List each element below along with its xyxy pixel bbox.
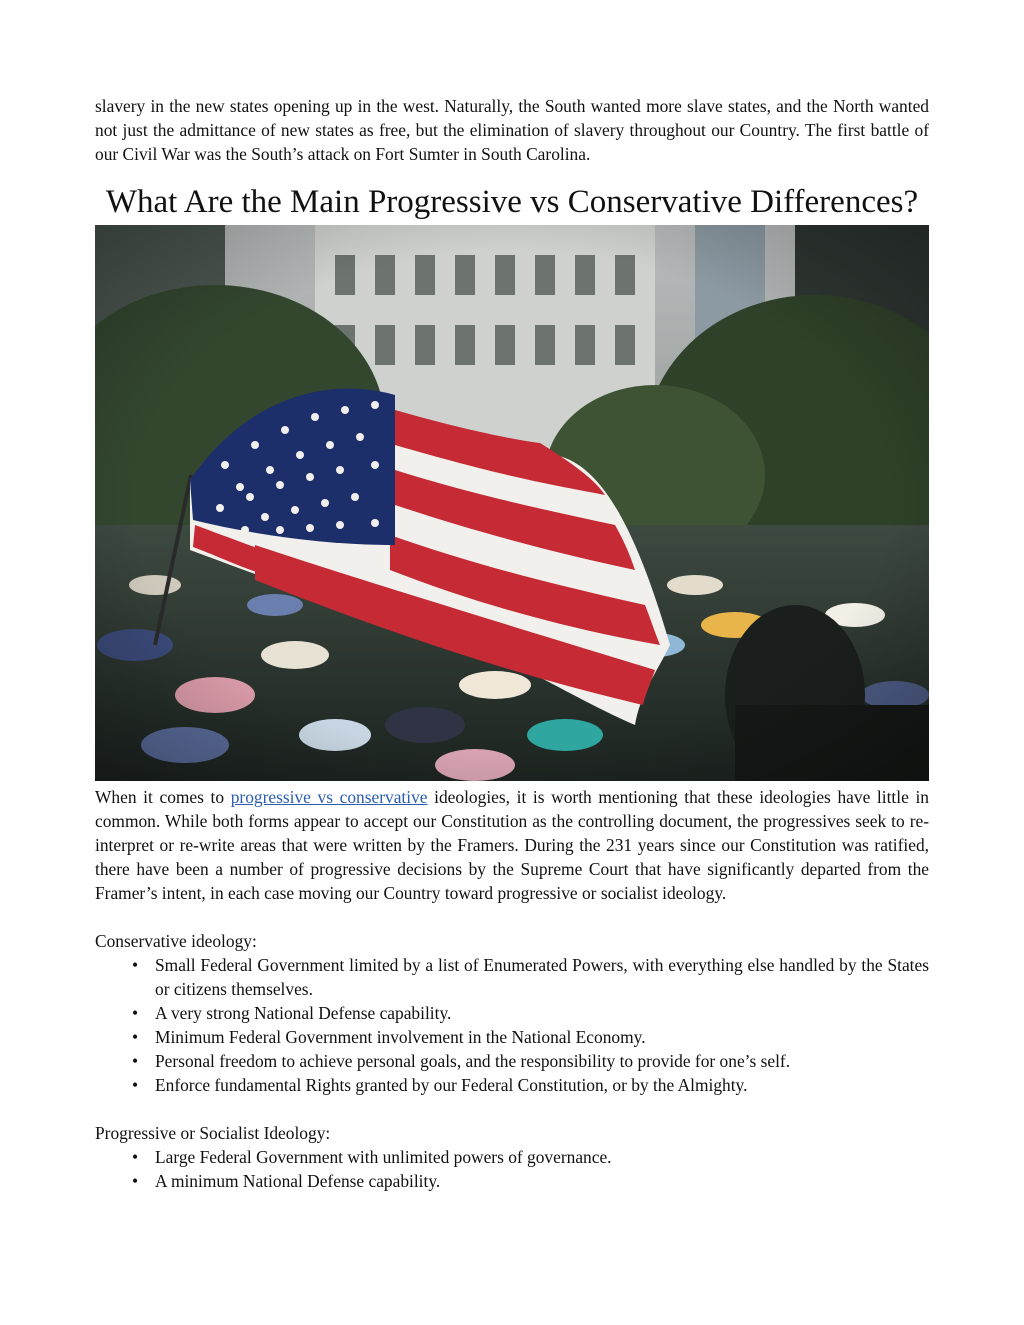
bullet-icon: • — [131, 955, 139, 975]
intro-paragraph: slavery in the new states opening up in the west. Naturally, the South wanted more slave states, and the North wanted not just the admittance of new states as free, but the elimination of slavery throughout our Country. The first battle of our Civil War was the South’s attack on Fort Sumter in South Carolina. — [95, 96, 929, 164]
bullet-icon: • — [131, 1171, 139, 1191]
body-paragraph — [95, 785, 929, 905]
list-item-text: Personal freedom to achieve personal goals, and the responsibility to provide for one’s self. — [155, 1051, 791, 1071]
list-item-text: A minimum National Defense capability. — [155, 1171, 441, 1191]
conservative-list — [95, 953, 929, 1097]
list-item-text: A very strong National Defense capability. — [155, 1003, 452, 1023]
bullet-icon: • — [131, 1075, 139, 1095]
list-item — [95, 1001, 929, 1025]
conservative-label: Conservative ideology: — [95, 931, 257, 951]
flag-crowd-photo — [95, 225, 929, 781]
document-page — [95, 94, 929, 1193]
section-heading: What Are the Main Progressive vs Conservative Differences? — [105, 184, 919, 220]
bullet-icon: • — [131, 1003, 139, 1023]
list-item — [95, 1025, 929, 1049]
list-item — [95, 1145, 929, 1169]
bullet-icon: • — [131, 1147, 139, 1167]
list-item — [95, 1049, 929, 1073]
progressive-vs-conservative-link[interactable]: progressive vs conservative — [230, 787, 428, 807]
progressive-list — [95, 1145, 929, 1193]
list-item-text: Small Federal Government limited by a list of Enumerated Powers, with everything else handled by the States or citizens themselves. — [155, 955, 929, 999]
list-item-text: Minimum Federal Government involvement in the National Economy. — [155, 1027, 646, 1047]
list-item — [95, 1073, 929, 1097]
list-item — [95, 1169, 929, 1193]
list-item-text: Enforce fundamental Rights granted by our Federal Constitution, or by the Almighty. — [155, 1075, 748, 1095]
list-item-text: Large Federal Government with unlimited powers of governance. — [155, 1147, 612, 1167]
progressive-label: Progressive or Socialist Ideology: — [95, 1123, 331, 1143]
body-text-after-link: ideologies, it is worth mentioning that these ideologies have little in common. While both forms appear to accept our Constitution as the controlling document, the progressives seek to re-interpret or re-write areas that were written by the Framers. During the 231 years since our Constitution was ratified, there have been a number of progressive decisions by the Supreme Court that have significantly departed from the Framer’s intent, in each case moving our Country toward progressive or socialist ideology. — [95, 787, 929, 903]
body-text-before-link: When it comes to — [95, 787, 231, 807]
bullet-icon: • — [131, 1027, 139, 1047]
bullet-icon: • — [131, 1051, 139, 1071]
list-item — [95, 953, 929, 1001]
